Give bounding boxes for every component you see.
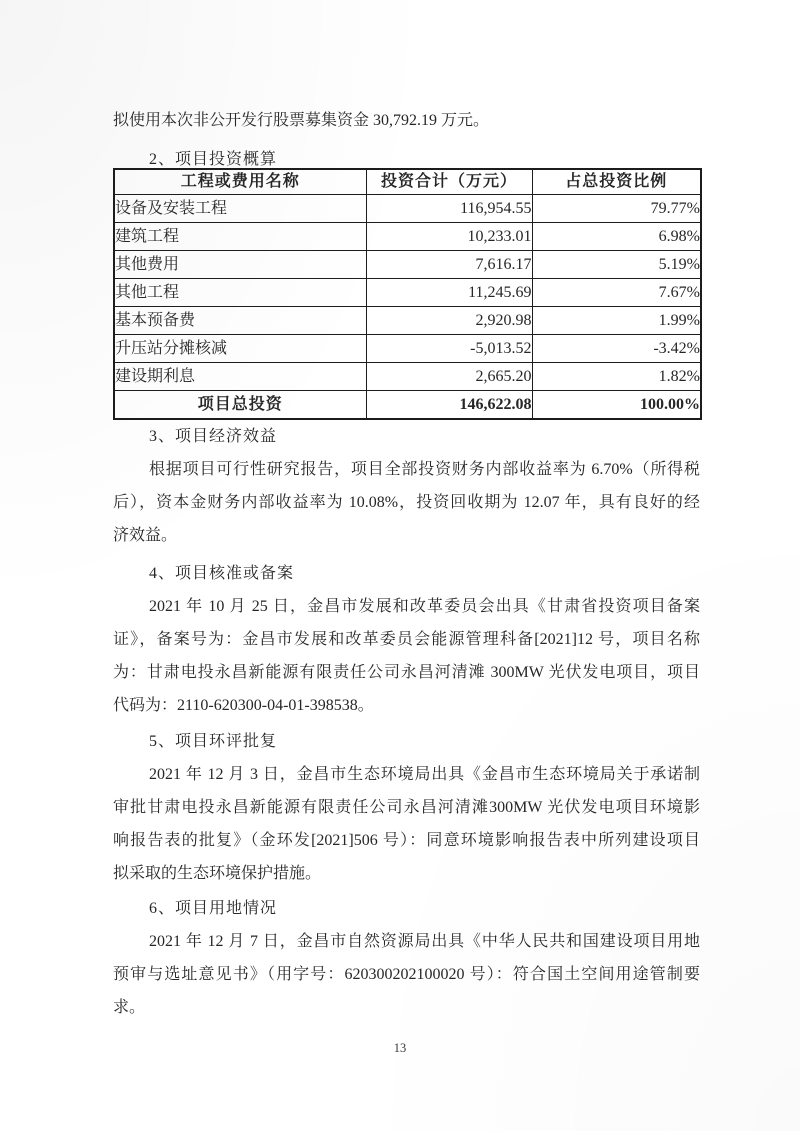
row-ratio: 1.99% <box>532 307 701 335</box>
row-ratio: 7.67% <box>532 279 701 307</box>
table-row <box>114 251 701 279</box>
row-name: 建设期利息 <box>114 363 366 391</box>
column-header-ratio: 占总投资比例 <box>532 169 701 195</box>
paragraph-economic-benefit <box>113 453 700 552</box>
table-row <box>114 223 701 251</box>
paragraph-line: 代码为：2110-620300-04-01-398538。 <box>113 697 374 714</box>
paragraph-line: 根据项目可行性研究报告，项目全部投资财务内部收益率为 6.70%（所得税 <box>149 461 700 478</box>
row-ratio: 79.77% <box>532 195 701 223</box>
table-row <box>114 363 701 391</box>
column-header-item-name: 工程或费用名称 <box>114 169 366 195</box>
paragraph-line: 拟采取的生态环境保护措施。 <box>113 865 322 882</box>
paragraph-line: 预审与选址意见书》（用字号：620300202100020 号）：符合国土空间用途管制要 <box>113 966 700 983</box>
paragraph-line: 后），资本金财务内部收益率为 10.08%，投资回收期为 12.07 年，具有良好的经 <box>113 494 700 511</box>
row-ratio: 5.19% <box>532 251 701 279</box>
row-amount: -5,013.52 <box>366 335 532 363</box>
row-amount: 2,920.98 <box>366 307 532 335</box>
paragraph-line: 济效益。 <box>113 527 178 544</box>
total-amount: 146,622.08 <box>366 391 532 420</box>
row-name: 设备及安装工程 <box>114 195 366 223</box>
total-label: 项目总投资 <box>114 391 366 420</box>
section-heading-economic-benefit: 3、项目经济效益 <box>149 428 278 445</box>
table-total-row <box>114 391 701 420</box>
section-heading-approval-filing: 4、项目核准或备案 <box>149 565 295 582</box>
table-row <box>114 335 701 363</box>
row-ratio: -3.42% <box>532 335 701 363</box>
investment-table <box>113 168 702 420</box>
table-row <box>114 307 701 335</box>
table-header-row <box>114 169 701 195</box>
paragraph-land-use <box>113 925 700 1024</box>
row-name: 基本预备费 <box>114 307 366 335</box>
paragraph-line: 2021 年 10 月 25 日，金昌市发展和改革委员会出具《甘肃省投资项目备案 <box>149 598 700 615</box>
section-heading-investment-estimate: 2、项目投资概算 <box>149 151 278 168</box>
paragraph-line: 为：甘肃电投永昌新能源有限责任公司永昌河清滩 300MW 光伏发电项目，项目 <box>113 664 700 681</box>
row-amount: 11,245.69 <box>366 279 532 307</box>
paragraph-line: 2021 年 12 月 3 日，金昌市生态环境局出具《金昌市生态环境局关于承诺制 <box>149 766 700 783</box>
section-heading-land-use: 6、项目用地情况 <box>149 900 278 917</box>
total-ratio: 100.00% <box>532 391 701 420</box>
row-name: 其他工程 <box>114 279 366 307</box>
table-row <box>114 279 701 307</box>
paragraph-line: 求。 <box>113 999 146 1016</box>
row-ratio: 6.98% <box>532 223 701 251</box>
paragraph-approval-filing <box>113 590 700 722</box>
paragraph-line: 证》，备案号为：金昌市发展和改革委员会能源管理科备[2021]12 号，项目名称 <box>113 631 700 648</box>
page-number: 13 <box>393 1041 407 1055</box>
paragraph-line: 审批甘肃电投永昌新能源有限责任公司永昌河清滩300MW 光伏发电项目环境影 <box>113 799 700 816</box>
section-heading-environmental-approval: 5、项目环评批复 <box>149 733 278 750</box>
paragraph-environmental-approval <box>113 758 700 890</box>
column-header-investment-total: 投资合计（万元） <box>366 169 532 195</box>
row-amount: 10,233.01 <box>366 223 532 251</box>
row-amount: 116,954.55 <box>366 195 532 223</box>
intro-paragraph-line: 拟使用本次非公开发行股票募集资金 30,792.19 万元。 <box>113 112 490 129</box>
table-row <box>114 195 701 223</box>
paragraph-line: 响报告表的批复》（金环发[2021]506 号）：同意环境影响报告表中所列建设项目 <box>113 832 700 849</box>
paragraph-line: 2021 年 12 月 7 日，金昌市自然资源局出具《中华人民共和国建设项目用地 <box>149 933 700 950</box>
row-name: 其他费用 <box>114 251 366 279</box>
row-ratio: 1.82% <box>532 363 701 391</box>
row-amount: 7,616.17 <box>366 251 532 279</box>
document-content <box>113 0 700 1024</box>
row-amount: 2,665.20 <box>366 363 532 391</box>
row-name: 升压站分摊核减 <box>114 335 366 363</box>
row-name: 建筑工程 <box>114 223 366 251</box>
